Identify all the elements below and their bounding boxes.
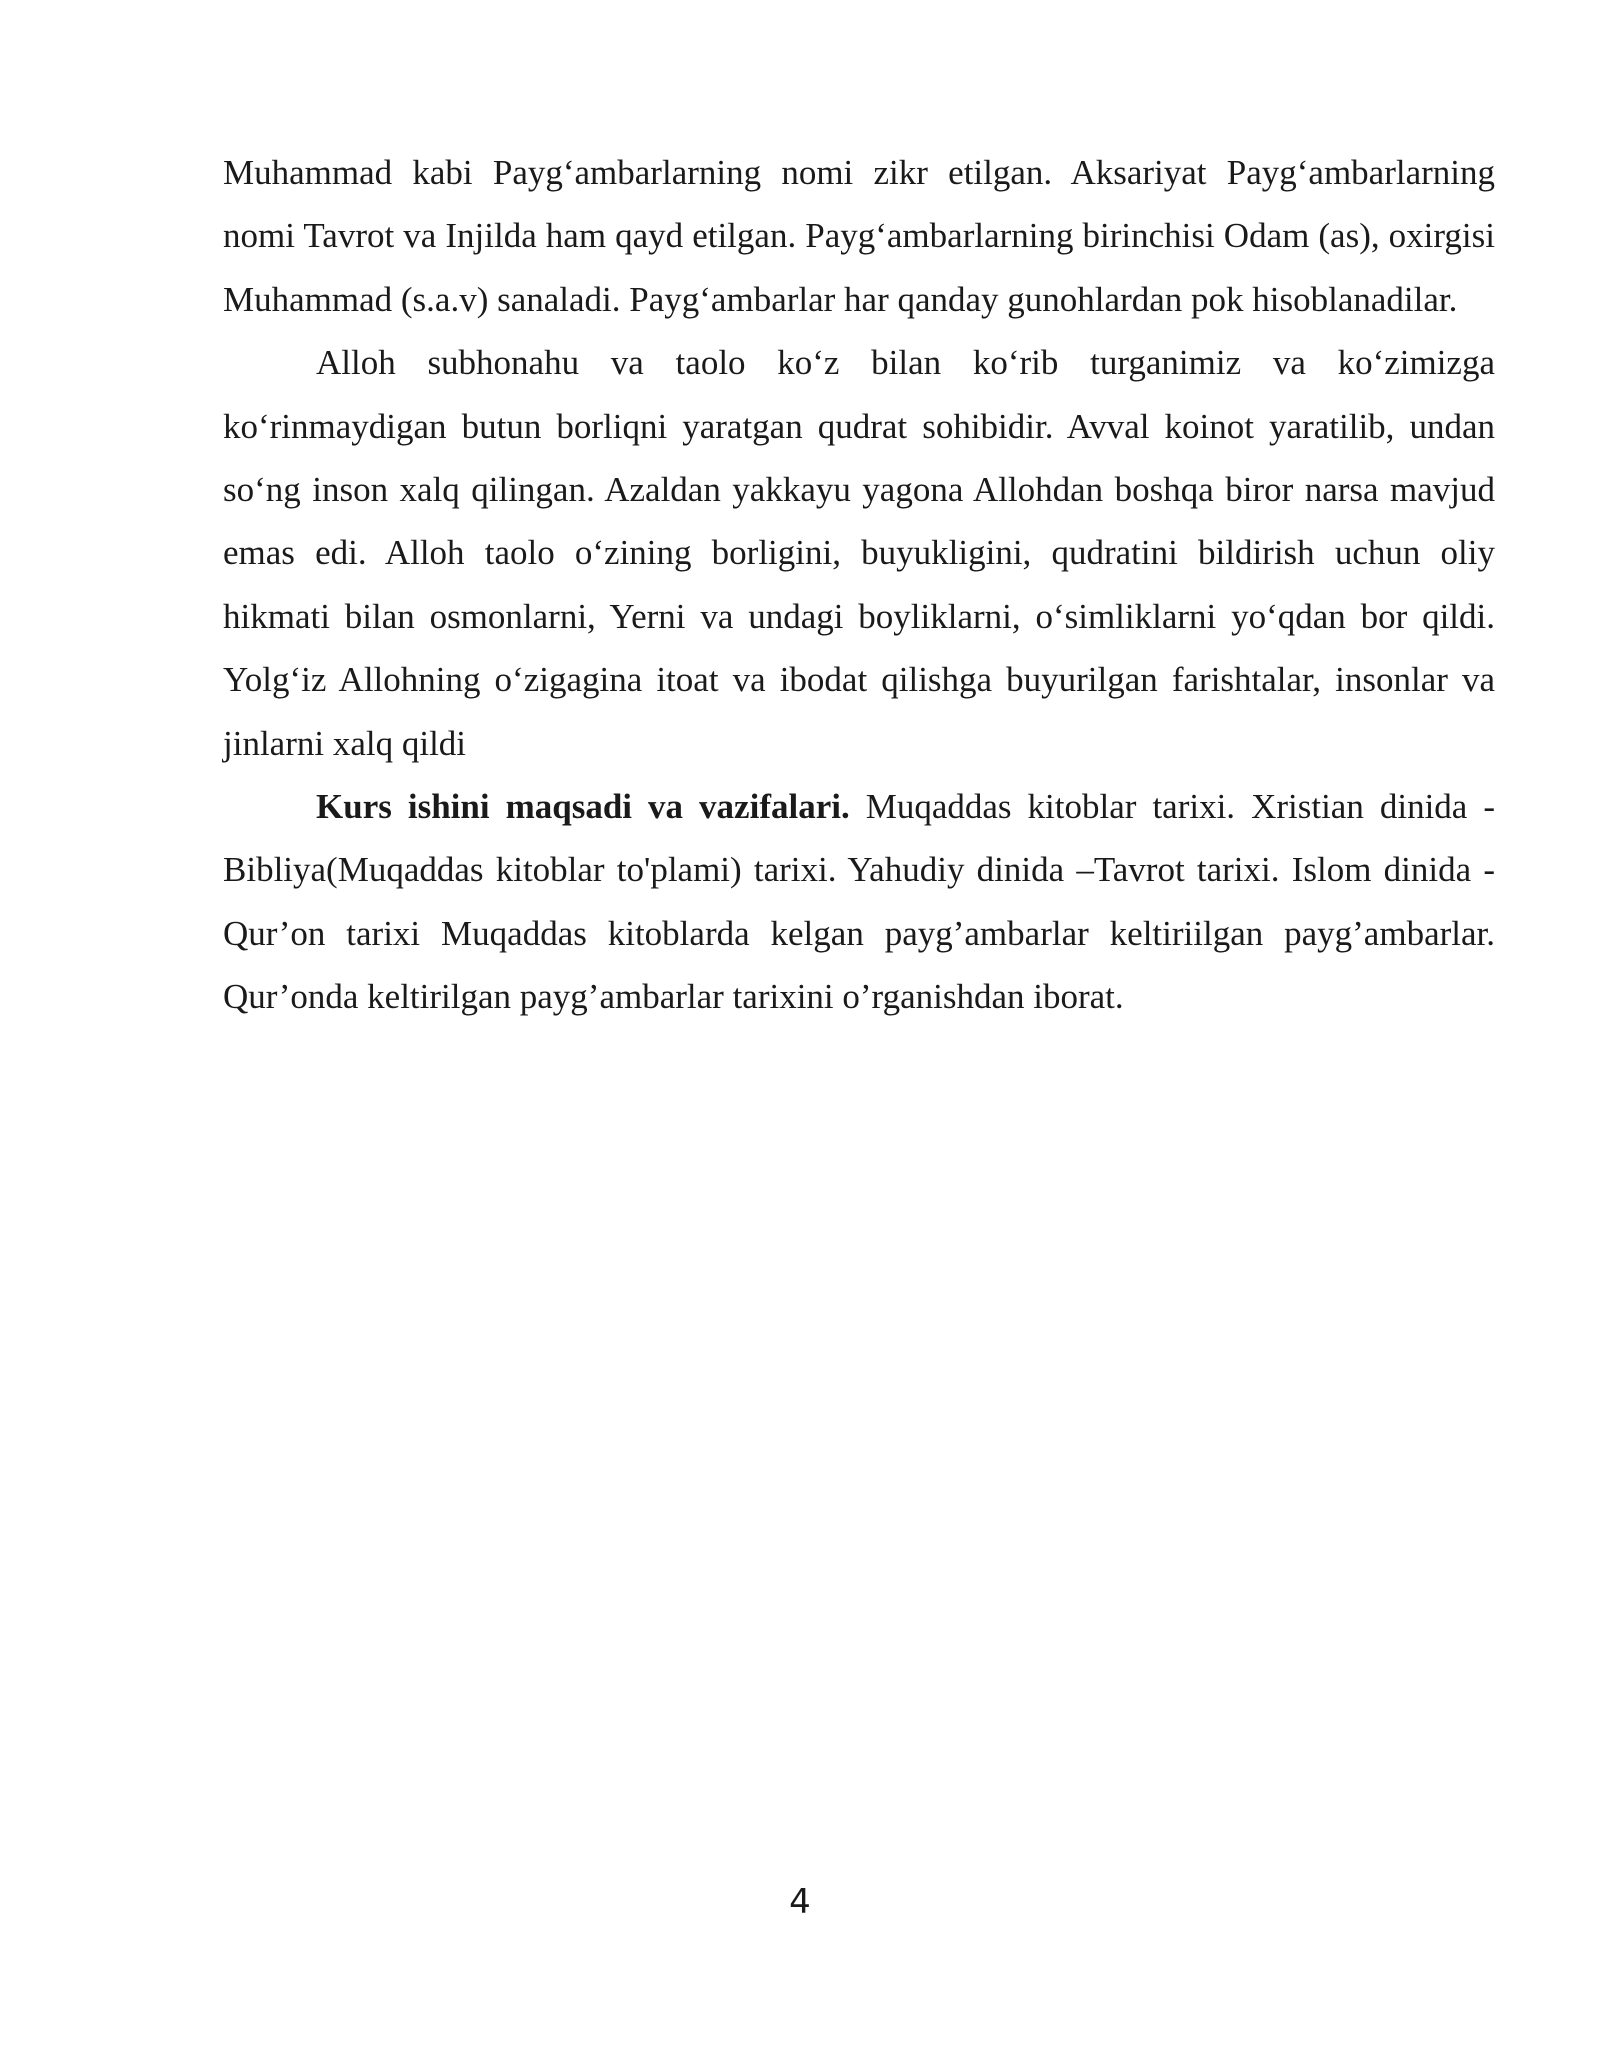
- paragraph-prophets: [223, 141, 1495, 331]
- body-text: [223, 141, 1495, 1029]
- paragraph-course-goals: [223, 775, 1495, 1029]
- paragraph-heading: Kurs ishini maqsadi va vazifalari.: [316, 787, 850, 827]
- paragraph-creation: [223, 331, 1495, 775]
- page-number: 4: [789, 1882, 811, 1922]
- paragraph-text: Muhammad kabi Payg‘ambarlarning nomi zikr etilgan. Aksariyat Payg‘ambarlarning nomi Tavrot va Injilda ham qayd etilgan. Payg‘ambarlarning birinchisi Odam (as), oxirgisi Muhammad (s.a.v) sanaladi. Payg‘ambarlar har qanday gunohlardan pok hisoblanadilar.: [223, 153, 1495, 319]
- paragraph-text: Muqaddas kitoblar tarixi. Xristian dinida - Bibliya(Muqaddas kitoblar to'plami) tarixi. Yahudiy dinida –Tavrot tarixi. Islom dinida - Qur’on tarixi Muqaddas kitoblarda kelgan payg’ambarlar keltiriilgan payg’ambarlar. Qur’onda keltirilgan payg’ambarlar tarixini o’rganishdan iborat.: [223, 787, 1495, 1017]
- paragraph-text: Alloh subhonahu va taolo ko‘z bilan ko‘rib turganimiz va ko‘zimizga ko‘rinmaydigan butun borliqni yaratgan qudrat sohibidir. Avval koinot yaratilib, undan so‘ng inson xalq qilingan. Azaldan yakkayu yagona Allohdan boshqa biror narsa mavjud emas edi. Alloh taolo o‘zining borligini, buyukligini, qudratini bildirish uchun oliy hikmati bilan osmonlarni, Yerni va undagi boyliklarni, o‘simliklarni yo‘qdan bor qildi. Yolg‘iz Allohning o‘zigagina itoat va ibodat qilishga buyurilgan farishtalar, insonlar va jinlarni xalq qildi: [223, 343, 1495, 763]
